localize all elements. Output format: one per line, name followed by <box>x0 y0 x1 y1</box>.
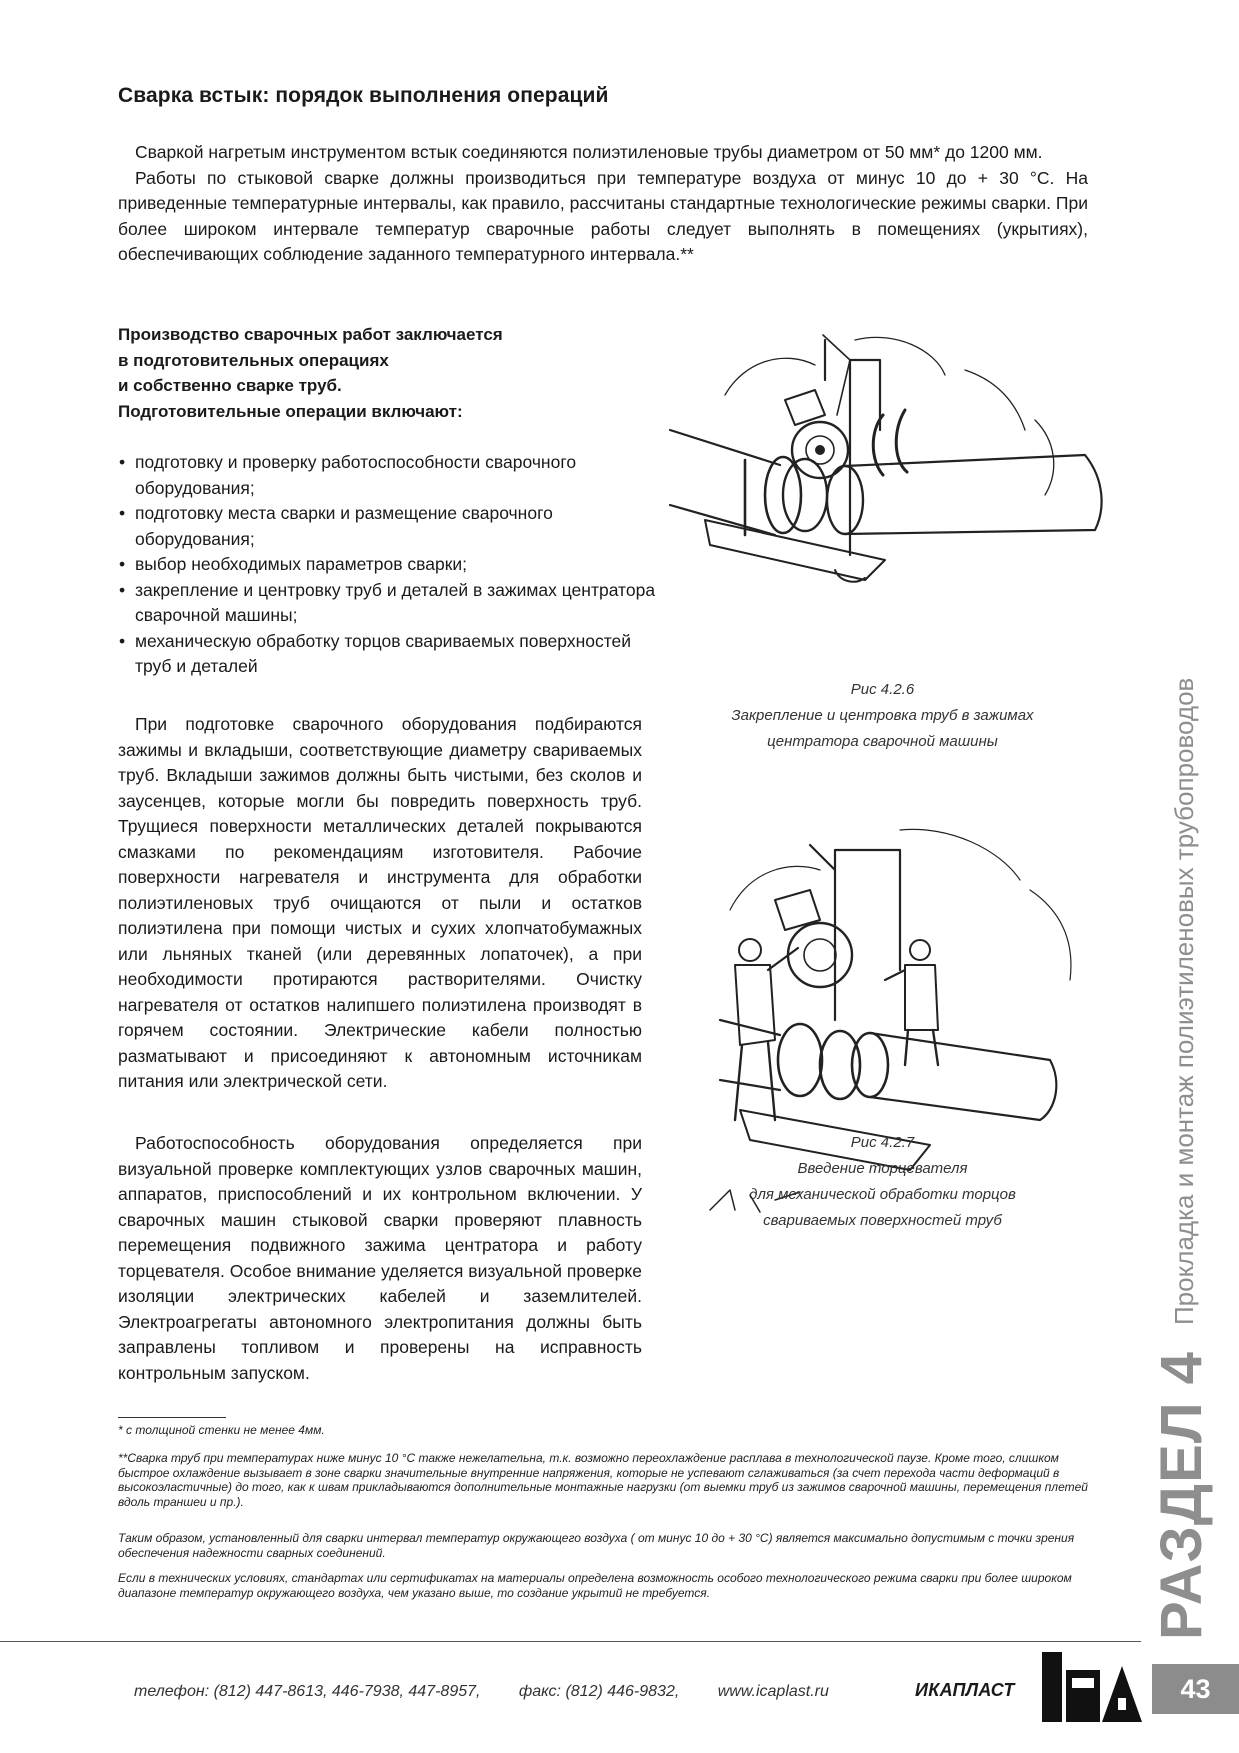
figure-caption-line: Закрепление и центровка труб в зажимах <box>731 707 1034 724</box>
footer-divider <box>0 1641 1141 1642</box>
intro-paragraph-1: Сваркой нагретым инструментом встык соединяются полиэтиленовые трубы диаметром от 50 мм* до 1200 мм. <box>135 142 1043 162</box>
icaplast-logo-icon <box>1040 1648 1145 1726</box>
figure-caption-line: свариваемых поверхностей труб <box>763 1212 1002 1229</box>
list-item: • механическую обработку торцов свариваемых поверхностей труб и деталей <box>118 629 658 680</box>
list-item: • подготовку и проверку работоспособности сварочного оборудования; <box>118 450 658 501</box>
figure-pipe-clamping-illustration <box>665 320 1105 640</box>
check-paragraph: Работоспособность оборудования определяется при визуальной проверке комплектующих узлов сварочных машин, аппаратов, приспособлений и их контрольном включении. У сварочных машин стыковой сварки проверяют плавность перемещения подвижного зажима центратора и работу торцевателя. Особое внимание уделяется визуальной проверке изоляции электрических кабелей и заземлителей. Электроагрегаты автономного электропитания должны быть заправлены топливом и проверены на исправность контрольным запуском. <box>118 1133 642 1383</box>
figure-caption-line: центратора сварочной машины <box>767 733 998 750</box>
footer-phone: телефон: (812) 447-8613, 446-7938, 447-8957, <box>134 1683 481 1700</box>
intro-text <box>118 140 1088 268</box>
section-number: РАЗДЕЛ 4 <box>1149 1351 1214 1640</box>
footer-website-link[interactable]: www.icaplast.ru <box>717 1683 829 1700</box>
footer-fax: факс: (812) 446-9832, <box>518 1683 680 1700</box>
footnote-4: Если в технических условиях, стандартах или сертификатах на материалы определена возможность особого технологического режима сварки при более широком диапазоне температур окружающего воздуха, чем указано выше, то создание укрытий не требуется. <box>118 1571 1072 1600</box>
footer-contacts <box>134 1683 863 1701</box>
equipment-paragraph: При подготовке сварочного оборудования подбираются зажимы и вкладыши, соответствующие диаметру свариваемых труб. Вкладыши зажимов должны быть чистыми, без сколов и заусенцев, которые могли бы повредить поверхность труб. Трущиеся поверхности металлических деталей покрываются смазками по рекомендациям изготовителя. Рабочие поверхности нагревателя и инструмента для обработки полиэтиленовых труб очищаются от пыли и остатков полиэтилена при помощи чистых и сухих хлопчатобумажных или льняных тканей (или деревянных лопаточек), а при необходимости протираются растворителями. Очистку нагревателя от остатков налипшего полиэтилена производят в горячем состоянии. Электрические кабели полностью разматывают и присоединяют к автономным источникам питания или электрической сети. <box>118 714 642 1091</box>
intro-paragraph-2: Работы по стыковой сварке должны производиться при температуре воздуха от минус 10 до + 30 °С. На приведенные температурные интервалы, как правило, рассчитаны стандартные технологические режимы сварки. При более широком интервале температур сварочные работы следует выполнять в помещениях (укрытиях), обеспечивающих соблюдение заданного температурного интервала.** <box>118 167 1088 264</box>
section-subtitle: Прокладка и монтаж полиэтиленовых трубопроводов <box>1169 677 1199 1325</box>
page-title: Сварка встык: порядок выполнения операций <box>118 84 609 107</box>
lead-line: и собственно сварке труб. <box>118 376 342 395</box>
figure-number: Рис 4.2.6 <box>850 681 915 698</box>
figure-caption-2 <box>705 1130 1060 1234</box>
footnote-2: **Сварка труб при температурах ниже минус 10 °С также нежелательна, т.к. возможно переохлаждение расплава в технологической паузе. Кроме того, слишком быстрое охлаждение вызывает в зоне сварки значительные внутренние напряжения, которые не успевают сглаживаться (за счет перехода части деформаций в высокоэластичные) до того, как к швам прикладываются дополнительные монтажные нагрузки (от выемки труб из зажимов сварочной машины, перемещения плетей вдоль траншеи и пр.). <box>118 1451 1088 1509</box>
section-label <box>1149 1351 1214 1640</box>
check-paragraph-block <box>118 1131 642 1386</box>
list-item: • подготовку места сварки и размещение сварочного оборудования; <box>118 501 658 552</box>
figure-number: Рис 4.2.7 <box>850 1134 915 1151</box>
lead-line: Производство сварочных работ заключается <box>118 325 503 344</box>
equipment-paragraph-block <box>118 712 642 1095</box>
lead-line: в подготовительных операциях <box>118 350 389 370</box>
page-number: 43 <box>1152 1664 1239 1714</box>
operations-list <box>118 450 658 680</box>
brand-name: ИКАПЛАСТ <box>915 1680 1015 1700</box>
figure-caption-line: Введение торцевателя <box>797 1160 968 1177</box>
footnote-divider <box>118 1417 226 1418</box>
footnote-1: * с толщиной стенки не менее 4мм. <box>118 1423 325 1437</box>
lead-line: Подготовительные операции включают: <box>118 401 463 421</box>
list-item: • выбор необходимых параметров сварки; <box>118 552 658 578</box>
footnote-3: Таким образом, установленный для сварки интервал температур окружающего воздуха ( от минус 10 до + 30 °С) является максимально допустимым с точки зрения обеспечения надежности сварных соединений. <box>118 1531 1075 1560</box>
figure-caption-1 <box>705 677 1060 755</box>
figure-caption-line: для механической обработки торцов <box>749 1186 1016 1203</box>
list-item: • закрепление и центровку труб и деталей в зажимах центратора сварочной машины; <box>118 578 658 629</box>
lead-block <box>118 322 678 424</box>
